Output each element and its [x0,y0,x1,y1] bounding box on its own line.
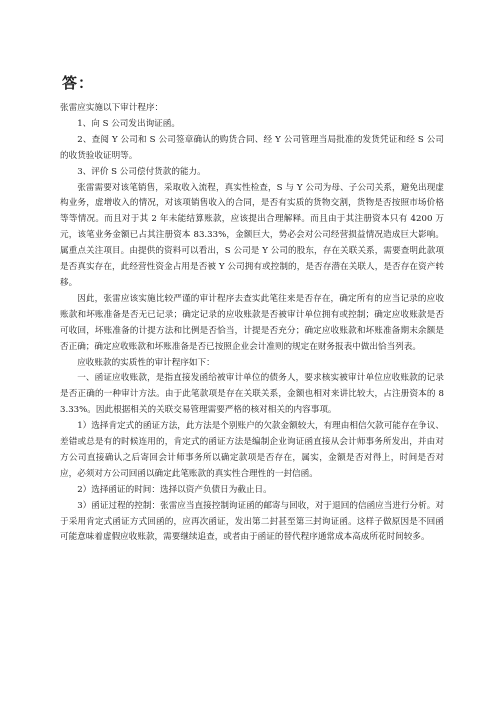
method-paragraph: 1）选择肯定式的函证方法，此方法是个别账户的欠款金额较大，有理由相信欠款可能存在争议、差错或总是有的时候连用的，肯定式的函证方法是编制企业询证函直接从会计师事务所发出，并由对方公司直接确认之后寄回会计师事务所以确定款项是否存在，属实，金额是否对得上，时间是否对应，必须对方公司回函以确定此笔账款的真实性合理性的一封信函。 [60,421,444,479]
timing-paragraph: 2）选择函证的时间：选择以资产负债日为截止日。 [77,484,272,495]
step-1-paragraph: 1、向 S 公司发出询证函。 [77,118,180,129]
control-paragraph: 3）函证过程的控制：张雷应当直接控制询证函的邮寄与回收，对于退回的信函应当进行分析。对于采用肯定式函证方式回函的，应再次函证，发出第二封甚至第三封询证函。这样子做原因是不回函可能意味着虚假应收账款，需要继续追查，或者由于函证的替代程序通常成本高成所花时间较多。 [60,500,444,543]
step-2-paragraph: 2、查阅 Y 公司和 S 公司签章确认的购货合同、经 Y 公司管理当局批准的发货凭证和经 S 公司的收货验收证明等。 [60,134,444,161]
intro-paragraph: 张雷应实施以下审计程序： [60,103,164,113]
analysis-paragraph: 张雷需要对该笔销售，采取收入流程，真实性检查，S 与 Y 公司为母、子公司关系，避免出现虚构业务，虚增收入的情况，对该项销售收入的合同，是否有实质的货物交割，货物是否按照市场价格等等情况。而且对于其 2 年未能结算账款，应该提出合理解释。而且由于其注册资本只有 4200 万元，该笔业务金额已占其注册资本 83.33%，金额巨大，势必会对公司经营损益情况造成巨大影响。属重点关注项目。由提供的资料可以看出，S 公司是 Y 公司的股东，存在关联关系，需要查明此款项是否真实存在，此经营性资金占用是否被 Y 公司拥有或控制的，是否存潜在关联人，是否存在资产转移。 [60,182,444,288]
confirmation-paragraph: 一、函证应收账款，是指直接发函给被审计单位的债务人，要求核实被审计单位应收账款的记录是否正确的一种审计方法。由于此笔款项是存在关联关系，金额也相对来讲比较大，占注册资本的 83.33%。因此根据相关的关联交易管理需要严格的核对相关的内容事项。 [60,373,444,416]
step-3-paragraph: 3、评价 S 公司偿付货款的能力。 [77,166,206,177]
answer-heading: 答： [62,74,95,92]
conclusion-paragraph: 因此，张雷应该实施比较严谨的审计程序去查实此笔往来是否存在，确定所有的应当记录的应收账款和坏账准备是否无已记录；确定记录的应收账款是否被审计单位拥有或控制；确定应收账款是否可收回，坏账准备的计提方法和比例是否恰当，计提是否充分；确定应收账款和坏账准备期末余额是否正确；确定应收账款和坏账准备是否已按照企业会计准则的规定在财务报表中做出恰当列表。 [60,293,444,352]
procedure-intro-paragraph: 应收账款的实质性的审计程序如下： [77,357,215,368]
